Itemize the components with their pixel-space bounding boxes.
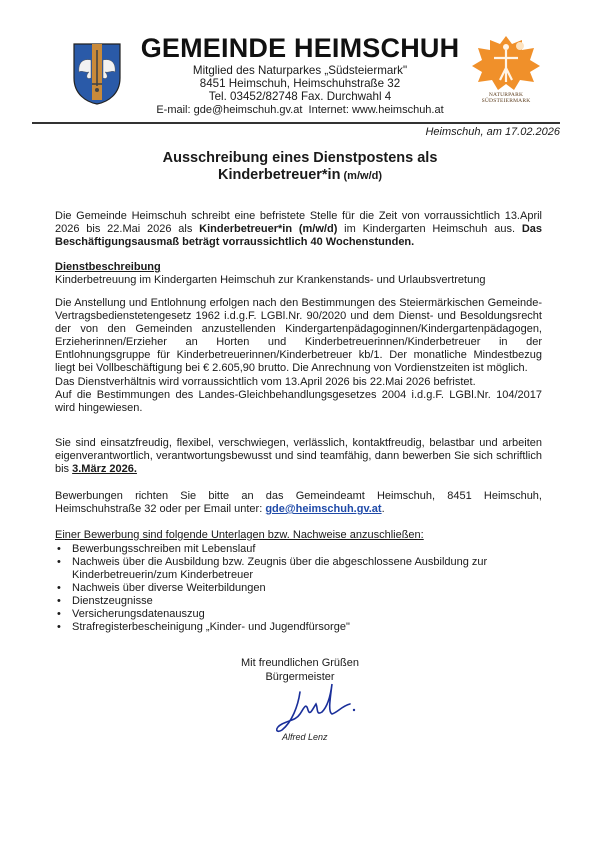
- duty-heading: Dienstbeschreibung: [55, 261, 161, 273]
- application-email-link[interactable]: gde@heimschuh.gv.at: [265, 503, 382, 516]
- naturpark-label: [474, 92, 538, 104]
- date-line: Heimschuh, am 17.02.2026: [425, 126, 560, 138]
- list-item: • Nachweis über die Ausbildung bzw. Zeugnis über die abgeschlossene Ausbildung zur Kinderbetreuerin/zum Kinderbetreuer: [55, 556, 535, 582]
- documents-list: [55, 543, 535, 634]
- header-email[interactable]: gde@heimschuh.gv.at: [193, 104, 303, 116]
- position-title: Kinderbetreuer*in: [217, 167, 341, 183]
- apply-text: Bewerbungen richten Sie bitte an das Gemeindeamt Heimschuh, 8451 Heimschuh, Heimschuhstraße 32 oder per Email unter:: [55, 490, 542, 516]
- intro-text-2: im Kindergarten Heimschuh aus.: [337, 223, 522, 236]
- phone-line: Tel. 03452/82748 Fax. Durchwahl 4: [208, 90, 392, 103]
- signer-role: Bürgermeister: [265, 670, 335, 683]
- document-title-line-1: Ausschreibung eines Dienstpostens als: [162, 150, 438, 166]
- duty-text: Kinderbetreuung im Kindergarten Heimschuh zur Krankenstands- und Urlaubsvertretung: [55, 274, 486, 287]
- email-label: E-mail:: [156, 104, 194, 116]
- naturpark-label-line-1: NATURPARK: [488, 92, 524, 98]
- list-item: • Versicherungsdatenauszug: [55, 608, 535, 621]
- header-website[interactable]: www.heimschuh.at: [351, 104, 444, 116]
- employment-terms: [55, 297, 542, 415]
- list-item: • Strafregisterbescheinigung „Kinder- und Jugendfürsorge": [55, 621, 535, 634]
- intro-hours-bold: Das Beschäftigungsausmaß beträgt vorraussichtlich 40 Wochenstunden.: [55, 223, 542, 249]
- intro-text-1: Die Gemeinde Heimschuh schreibt eine befristete Stelle für die Zeit von vorraussichtlich 13.April 2026 bis 22.Mai 2026 als: [55, 210, 542, 236]
- application-deadline: 3.März 2026.: [72, 463, 137, 476]
- documents-heading: Einer Bewerbung sind folgende Unterlagen bzw. Nachweise anzuschließen:: [55, 529, 424, 541]
- profile-paragraph: [55, 437, 542, 476]
- gender-suffix: (m/w/d): [340, 170, 383, 182]
- naturpark-label-line-2: SÜDSTEIERMARK: [481, 98, 531, 104]
- duty-section: [55, 261, 542, 287]
- profile-text: Sie sind einsatzfreudig, flexibel, verschwiegen, verlässlich, kontaktfreudig, belastbar und arbeiten eigenverantwortlich, verantwortungsbewusst und sind teamfähig, dann bewerben Sie sich schriftlich bis: [55, 437, 542, 476]
- address-line: 8451 Heimschuh, Heimschuhstraße 32: [199, 77, 401, 90]
- document-title-line-2: [60, 167, 540, 185]
- naturpark-membership: Mitglied des Naturparkes „Südsteiermark": [192, 64, 408, 77]
- municipal-coat-of-arms-icon: [70, 40, 124, 111]
- list-item: • Dienstzeugnisse: [55, 595, 535, 608]
- internet-label: Internet:: [302, 104, 352, 116]
- contact-line: [100, 103, 500, 117]
- list-item: • Bewerbungsschreiben mit Lebenslauf: [55, 543, 535, 556]
- employment-paragraph-2: Das Dienstverhältnis wird vorraussichtlich vom 13.April 2026 bis 22.Mai 2026 befristet.: [55, 375, 476, 388]
- apply-paragraph: [55, 490, 542, 516]
- signer-name: Alfred Lenz: [282, 732, 328, 742]
- municipality-name: GEMEINDE HEIMSCHUH: [140, 33, 460, 63]
- naturpark-leaf-logo-icon: [470, 34, 542, 99]
- apply-end: .: [381, 503, 385, 516]
- intro-position-bold: Kinderbetreuer*in (m/w/d): [199, 223, 338, 236]
- employment-paragraph-3: Auf die Bestimmungen des Landes-Gleichbehandlungsgesetzes 2004 i.d.g.F. LGBl.Nr. 104/2017 wird hingewiesen.: [55, 388, 542, 414]
- header-divider: [32, 122, 560, 124]
- closing-greeting: Mit freundlichen Grüßen: [241, 657, 359, 669]
- intro-paragraph: [55, 210, 542, 249]
- employment-paragraph-1: Die Anstellung und Entlohnung erfolgen nach den Bestimmungen des Steiermärkischen Gemeinde-Vertragsbedienstetengesetz 1962 i.d.g.F. LGBl.Nr. 90/2020 und dem Dienst- und Besoldungsrecht der von den Gemeinden anzustellenden Kindergartenpädagoginnen/Kindergartenpädagogen, Erzieherinnen/Erzieher an Horten und Kinderbetreuerinnen/Kinderbetreuer in der Entlohnungsgruppe für Kinderbetreuerinnen/Kinderbetreuer kb/1. Der monatliche Mindestbezug liegt bei Vollbeschäftigung bei € 2.605,90 brutto. Die Anrechnung von Vordienstzeiten ist möglich.: [55, 297, 542, 375]
- list-item: • Nachweis über diverse Weiterbildungen: [55, 582, 535, 595]
